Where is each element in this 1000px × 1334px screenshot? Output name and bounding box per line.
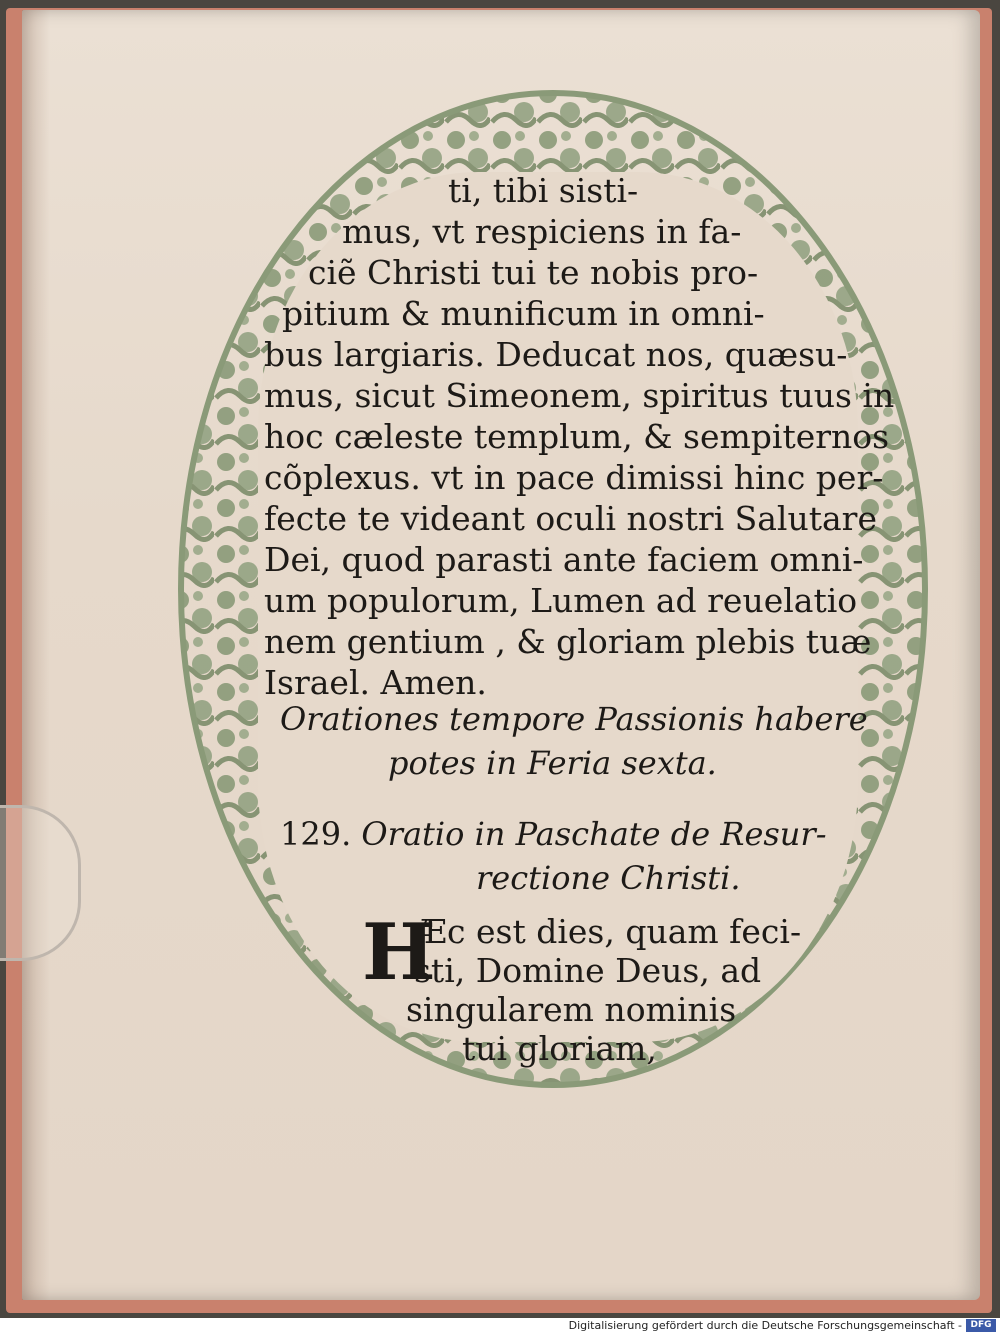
text-line: um populorum, Lumen ad reuelatio (264, 581, 858, 620)
text-line: hoc cæleste templum, & sempiternos (264, 417, 890, 456)
drop-cap-initial: H (362, 907, 436, 998)
text-line: mus, sicut Simeonem, spiritus tuus in (264, 376, 895, 415)
rubric-title: Oratio in Paschate de Resur- (361, 815, 827, 853)
footer-bar (0, 1318, 1000, 1334)
prayer-number: 129. (280, 815, 352, 853)
text-line: Dei, quod parasti ante faciem omni- (264, 540, 864, 579)
prayer-line: Æc est dies, quam feci- (414, 912, 802, 951)
text-line: fecte te videant oculi nostri Salutare (264, 499, 877, 538)
rubric-easter-heading (280, 812, 880, 900)
text-line: Israel. Amen. (264, 663, 487, 702)
easter-prayer (362, 907, 822, 1068)
prayer-text-block (230, 170, 895, 703)
rubric-passion (280, 697, 880, 785)
funding-credit: Digitalisierung gefördert durch die Deutsche Forschungsgemeinschaft - (568, 1319, 962, 1332)
rubric-line: Orationes tempore Passionis habere (280, 700, 868, 738)
rubric-line: potes in Feria sexta. (388, 744, 717, 782)
text-line: bus largiaris. Deducat nos, quæsu- (264, 335, 848, 374)
text-line: mus, vt respiciens in fa- (342, 212, 742, 251)
dfg-logo: DFG (966, 1319, 996, 1332)
text-line: cõplexus. vt in pace dimissi hinc per- (264, 458, 884, 497)
gutter-shadow (22, 10, 50, 1300)
prayer-line: tui gloriam, (462, 1029, 657, 1068)
rubric-line: rectione Christi. (476, 859, 741, 897)
rubric-line (280, 812, 880, 856)
text-line: ciẽ Christi tui te nobis pro- (308, 253, 759, 292)
text-line: nem gentium , & gloriam plebis tuæ (264, 622, 872, 661)
prayer-line: sti, Domine Deus, ad (414, 951, 762, 990)
text-line: ti, tibi sisti- (448, 171, 639, 210)
text-line: pitium & munificum in omni- (282, 294, 765, 333)
prayer-line: singularem nominis (406, 990, 737, 1029)
